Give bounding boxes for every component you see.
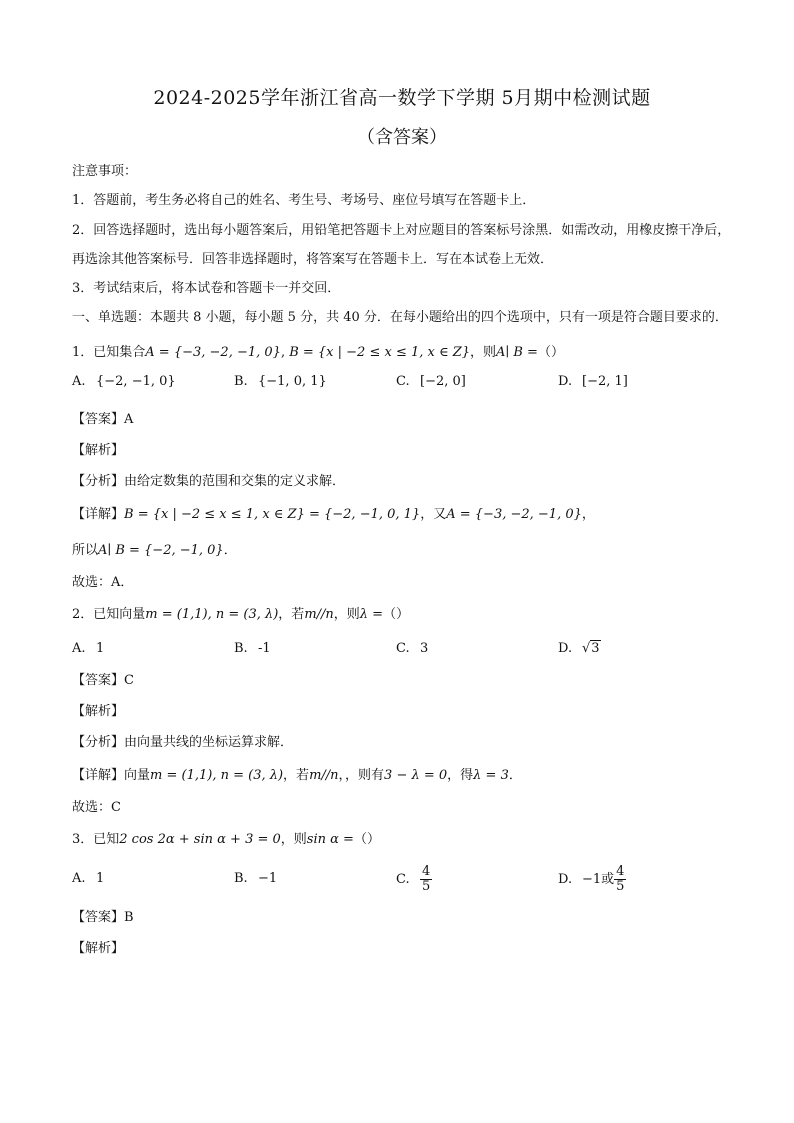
q3-option-b: B. −1 (234, 871, 278, 886)
q1-fenxi: 【分析】由给定数集的范围和交集的定义求解． (72, 474, 346, 489)
notice-3: 3．考试结束后，将本试卷和答题卡一并交回． (72, 281, 341, 296)
notice-heading: 注意事项： (72, 164, 138, 179)
q1-detail: 【详解】B = {x | −2 ≤ x ≤ 1, x ∈ Z} = {−2, −1, 0, 1}，又A = {−3, −2, −1, 0}， (72, 507, 595, 522)
q2-options (72, 639, 732, 659)
q1-analysis-label: 【解析】 (72, 443, 125, 458)
q2-vectors: m = (1,1), n = (3, λ) (145, 607, 279, 622)
q2-choose: 故选：C (72, 800, 121, 815)
question-2: 2．已知向量m = (1,1), n = (3, λ)，若m//n，则λ =（） A. 1 B. -1 C. 3 D. √3 【答案】C 【解析】 【分析】由向量共线的坐标运算求解． 【详解】向量m = (1,1), n = (3, λ)，若m//n，，则有3 − λ = 0，得λ = 3． 故选：C (72, 603, 732, 818)
q1-option-a: A. {−2, −1, 0} (72, 374, 176, 389)
q1-options (72, 372, 732, 392)
q2-option-c: C. 3 (396, 641, 429, 656)
q3-option-d: D. −1或 $\frac{4}{5}$ (558, 863, 625, 894)
q2-fenxi: 【分析】由向量共线的坐标运算求解． (72, 735, 294, 750)
notice-2: 2．回答选择题时，选出每小题答案后，用铅笔把答题卡上对应题目的答案标号涂黑．如需改动，用橡皮擦干净后，再选涂其他答案标号．回答非选择题时，将答案写在答题卡上．写在本试卷上无效． (72, 223, 731, 267)
q1-choose: 故选：A． (72, 575, 134, 590)
page-subtitle: （含答案） (357, 127, 447, 148)
q2-stem-prefix: 2．已知向量 (72, 607, 146, 622)
document-page (72, 84, 732, 959)
section-1-heading: 一、单选题：本题共 8 小题，每小题 5 分，共 40 分．在每小题给出的四个选项中，只有一项是符合题目要求的． (72, 310, 728, 325)
q2-answer: 【答案】C (72, 673, 134, 688)
q1-stem-suffix: ，则 (470, 345, 497, 360)
q3-stem-prefix: 3．已知 (72, 832, 120, 847)
question-1: 1．已知集合A = {−3, −2, −1, 0}, B = {x | −2 ≤ x ≤ 1, x ∈ Z}，则A∣ B =（） A. {−2, −1, 0} B. {−1, 0, 1} C. [−2, 0] D. [−2, 1] 【答案】A 【解析】 【分析】由给定数集的范围和交集的定义求解． 【详解】B = {x | −2 ≤ x ≤ 1, x ∈ Z} = {−2, −1, 0, 1}，又A = {−3, −2, −1, 0}， 所以A∣ B = {−2, −1, 0}． 故选：A． (72, 340, 732, 593)
q3-analysis-label: 【解析】 (72, 941, 125, 956)
q1-option-c: C. [−2, 0] (396, 374, 466, 389)
q3-option-c: C. $\frac{4}{5}$ (396, 863, 431, 894)
sqrt-icon: √3 (582, 641, 600, 656)
q2-option-d: D. √3 (558, 641, 600, 656)
q3-answer: 【答案】B (72, 910, 134, 925)
page-title: 2024-2025学年浙江省高一数学下学期 5月期中检测试题 (153, 87, 651, 109)
q3-fraction-d: $\frac{4}{5}$ (616, 863, 625, 894)
q1-expr: A∣ B = (496, 345, 538, 360)
q1-set-a: A = {−3, −2, −1, 0} (145, 345, 281, 360)
q3-option-a: A. 1 (72, 871, 105, 886)
q2-parallel: m//n (304, 607, 334, 622)
q3-options (72, 862, 732, 896)
notice-1: 1．答题前，考生务必将自己的姓名、考生号、考场号、座位号填写在答题卡上． (72, 193, 536, 208)
q3-equation: 2 cos 2α + sin α + 3 = 0 (119, 832, 281, 847)
q1-paren: （） (537, 345, 564, 360)
q1-answer: 【答案】A (72, 412, 134, 427)
q1-stem-prefix: 1．已知集合 (72, 345, 146, 360)
q1-option-d: D. [−2, 1] (558, 374, 628, 389)
q2-option-a: A. 1 (72, 641, 105, 656)
q1-option-b: B. {−1, 0, 1} (234, 374, 327, 389)
question-3: 3．已知2 cos 2α + sin α + 3 = 0，则sin α =（） A. 1 B. −1 C. $\frac{4}{5}$ D. −1或 $\frac{4}{5}$ 【答案】B 【解析】 (72, 828, 732, 959)
q2-option-b: B. -1 (234, 641, 271, 656)
q1-set-b: B = {x | −2 ≤ x ≤ 1, x ∈ Z} (289, 345, 471, 360)
q1-so: 所以A∣ B = {−2, −1, 0}． (72, 543, 237, 558)
q2-detail: 【详解】向量m = (1,1), n = (3, λ)，若m//n，，则有3 − λ = 0，得λ = 3． (72, 768, 522, 783)
q3-fraction-c: $\frac{4}{5}$ (422, 863, 431, 894)
q2-analysis-label: 【解析】 (72, 704, 125, 719)
